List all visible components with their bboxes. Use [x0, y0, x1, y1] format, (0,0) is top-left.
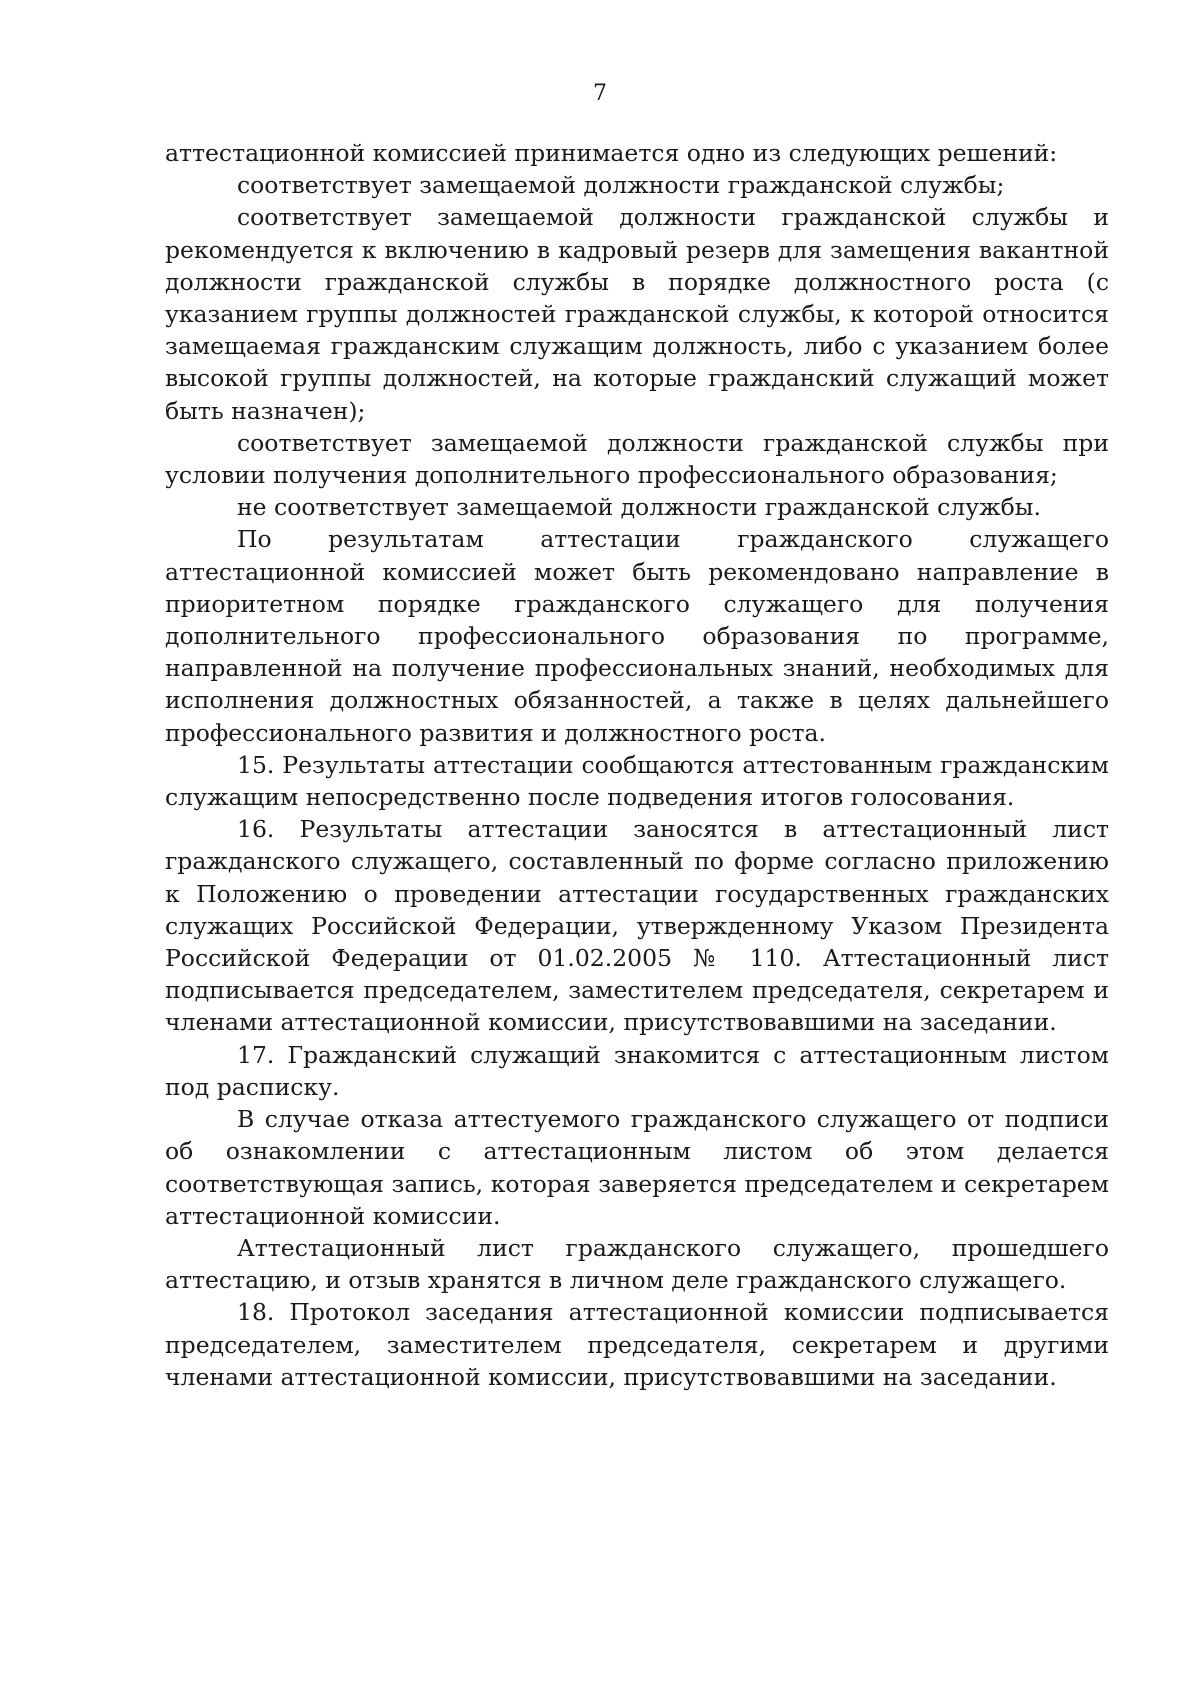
paragraph-item-18: 18. Протокол заседания аттестационной комиссии подписывается председателем, заместителем председателя, секретарем и другими членами аттестационной комиссии, присутствовавшими на заседании.: [165, 1298, 1109, 1391]
paragraph-decision-intro: аттестационной комиссией принимается одно из следующих решений:: [165, 139, 1058, 167]
paragraph-recommendation: По результатам аттестации гражданского служащего аттестационной комиссией может быть рекомендовано направление в приоритетном порядке гражданского служащего для получения дополнительного профессионального образования по программе, направленной на получение профессиональных знаний, необходимых для исполнения должностных обязанностей, а также в целях дальнейшего профессионального развития и должностного роста.: [165, 525, 1109, 747]
paragraph-item-16: 16. Результаты аттестации заносятся в аттестационный лист гражданского служащего, составленный по форме согласно приложению к Положению о проведении аттестации государственных гражданских служащих Российской Федерации, утвержденному Указом Президента Российской Федерации от 01.02.2005 № 110. Аттестационный лист подписывается председателем, заместителем председателя, секретарем и членами аттестационной комиссии, присутствовавшими на заседании.: [165, 815, 1109, 1037]
paragraph-storage: Аттестационный лист гражданского служащего, прошедшего аттестацию, и отзыв хранятся в личном деле гражданского служащего.: [165, 1233, 1109, 1295]
paragraph-option-conditional: соответствует замещаемой должности гражданской службы при условии получения дополнительного профессионального образования;: [165, 428, 1109, 490]
paragraph-item-15: 15. Результаты аттестации сообщаются аттестованным гражданским служащим непосредственно после подведения итогов голосования.: [165, 750, 1109, 812]
paragraph-option-reserve: соответствует замещаемой должности гражданской службы и рекомендуется к включению в кадровый резерв для замещения вакантной должности гражданской службы в порядке должностного роста (с указанием группы должностей гражданской службы, к которой относится замещаемая гражданским служащим должность, либо с указанием более высокой группы должностей, на которые гражданский служащий может быть назначен);: [165, 203, 1109, 425]
paragraph-refusal: В случае отказа аттестуемого гражданского служащего от подписи об ознакомлении с аттестационным листом об этом делается соответствующая запись, которая заверяется председателем и секретарем аттестационной комиссии.: [165, 1105, 1109, 1230]
paragraph-item-17: 17. Гражданский служащий знакомится с аттестационным листом под расписку.: [165, 1040, 1109, 1101]
paragraph-option-not-corresponds: не соответствует замещаемой должности гражданской службы.: [237, 493, 1041, 522]
paragraph-option-corresponds: соответствует замещаемой должности гражданской службы;: [237, 171, 1005, 200]
page-number: 7: [593, 81, 607, 106]
document-body: [165, 137, 1109, 1393]
